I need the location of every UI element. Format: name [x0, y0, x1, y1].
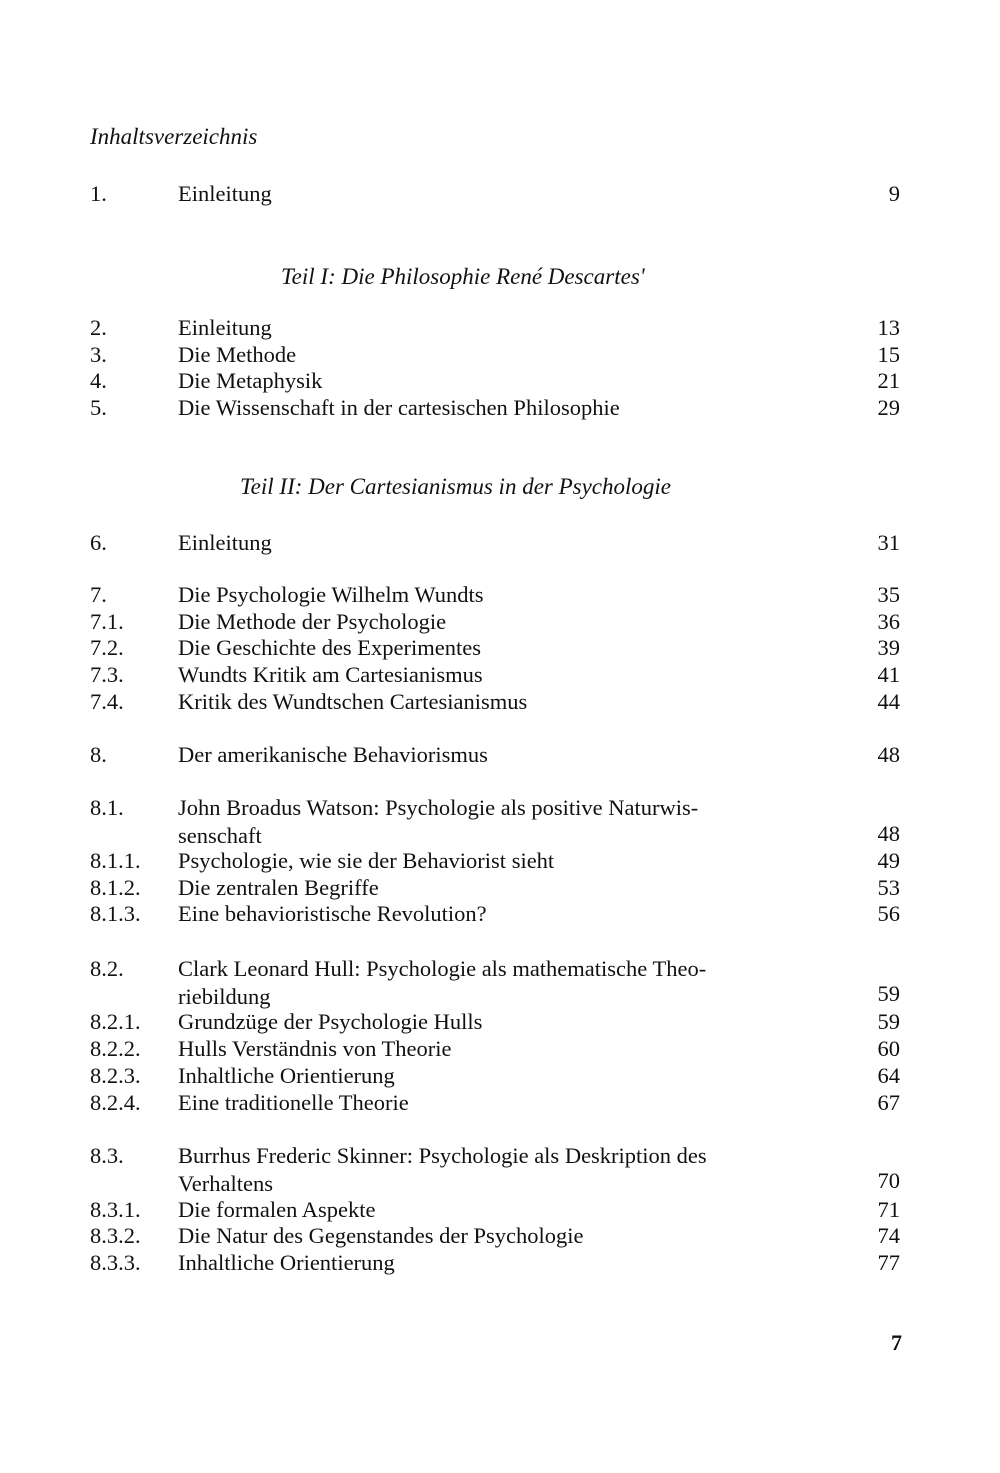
entry-number: 7.3. — [90, 662, 124, 687]
toc-entry — [0, 900, 1000, 928]
page-number: 7 — [891, 1330, 902, 1355]
entry-number: 1. — [90, 181, 107, 206]
toc-entry — [0, 608, 1000, 636]
entry-page: 41 — [877, 662, 900, 687]
entry-title: Eine behavioristische Revolution? — [178, 901, 487, 926]
entry-page: 59 — [877, 1009, 900, 1034]
entry-page: 39 — [877, 635, 900, 660]
toc-entry — [0, 529, 1000, 557]
toc-entry — [0, 874, 1000, 902]
entry-page: 31 — [877, 530, 900, 555]
entry-number: 4. — [90, 368, 107, 393]
entry-page: 60 — [877, 1036, 900, 1061]
entry-title: Die formalen Aspekte — [178, 1197, 376, 1222]
entry-number: 8.2.4. — [90, 1090, 141, 1115]
toc-entry — [0, 180, 1000, 208]
entry-title: Die Metaphysik — [178, 368, 323, 393]
entry-page: 35 — [877, 582, 900, 607]
toc-entry — [0, 688, 1000, 716]
entry-title — [178, 1142, 707, 1198]
entry-title: Die Wissenschaft in der cartesischen Philosophie — [178, 395, 620, 420]
entry-page: 53 — [877, 875, 900, 900]
toc-entry — [0, 741, 1000, 769]
entry-title: Einleitung — [178, 530, 272, 555]
entry-title-line-2: Verhaltens — [178, 1171, 273, 1196]
toc-entry — [0, 1062, 1000, 1090]
entry-page: 70 — [877, 1168, 900, 1193]
part-heading-1: Teil I: Die Philosophie René Descartes' — [281, 264, 645, 289]
entry-title: Die Natur des Gegenstandes der Psychologie — [178, 1223, 584, 1248]
toc-entry — [0, 1035, 1000, 1063]
toc-entry — [0, 314, 1000, 342]
entry-number: 8.3.3. — [90, 1250, 141, 1275]
entry-page: 56 — [877, 901, 900, 926]
entry-number: 8.1. — [90, 795, 124, 820]
entry-page: 49 — [877, 848, 900, 873]
entry-number: 6. — [90, 530, 107, 555]
toc-entry — [0, 341, 1000, 369]
entry-title: Einleitung — [178, 181, 272, 206]
entry-page: 74 — [877, 1223, 900, 1248]
entry-page: 21 — [877, 368, 900, 393]
entry-title: Einleitung — [178, 315, 272, 340]
toc-entry — [0, 955, 1000, 1011]
entry-number: 8.2.2. — [90, 1036, 141, 1061]
entry-number: 8.3. — [90, 1143, 124, 1168]
toc-entry — [0, 1089, 1000, 1117]
toc-entry — [0, 634, 1000, 662]
part-heading-2: Teil II: Der Cartesianismus in der Psychologie — [240, 474, 672, 499]
entry-title-line-1: Burrhus Frederic Skinner: Psychologie als Deskription des — [178, 1143, 707, 1168]
entry-title-line-1: John Broadus Watson: Psychologie als positive Naturwis- — [178, 795, 699, 820]
entry-page: 13 — [877, 315, 900, 340]
entry-title — [178, 955, 706, 1011]
entry-title: Die zentralen Begriffe — [178, 875, 379, 900]
entry-page: 48 — [877, 742, 900, 767]
toc-heading: Inhaltsverzeichnis — [90, 124, 258, 149]
entry-title — [178, 794, 698, 850]
entry-page: 67 — [877, 1090, 900, 1115]
entry-title: Die Geschichte des Experimentes — [178, 635, 482, 660]
entry-title: Die Methode der Psychologie — [178, 609, 447, 634]
entry-number: 8.2. — [90, 956, 124, 981]
entry-title: Psychologie, wie sie der Behaviorist sieht — [178, 848, 555, 873]
entry-page: 9 — [888, 181, 900, 206]
entry-page: 44 — [877, 689, 900, 714]
entry-page: 59 — [877, 981, 900, 1006]
entry-title: Eine traditionelle Theorie — [178, 1090, 409, 1115]
entry-title-line-2: riebildung — [178, 984, 271, 1009]
toc-entry — [0, 1222, 1000, 1250]
entry-page: 29 — [877, 395, 900, 420]
entry-number: 8.2.1. — [90, 1009, 141, 1034]
entry-page: 36 — [877, 609, 900, 634]
entry-title: Inhaltliche Orientierung — [178, 1063, 395, 1088]
entry-page: 48 — [877, 821, 900, 846]
toc-entry — [0, 661, 1000, 689]
entry-title: Die Psychologie Wilhelm Wundts — [178, 582, 484, 607]
entry-title: Wundts Kritik am Cartesianismus — [178, 662, 483, 687]
toc-entry — [0, 1142, 1000, 1198]
entry-number: 8.3.1. — [90, 1197, 141, 1222]
entry-number: 7. — [90, 582, 107, 607]
toc-entry — [0, 1249, 1000, 1277]
toc-entry — [0, 847, 1000, 875]
toc-entry — [0, 1008, 1000, 1036]
entry-title: Inhaltliche Orientierung — [178, 1250, 395, 1275]
entry-number: 2. — [90, 315, 107, 340]
toc-entry — [0, 1196, 1000, 1224]
entry-number: 8.1.1. — [90, 848, 141, 873]
entry-page: 77 — [877, 1250, 900, 1275]
toc-entry — [0, 367, 1000, 395]
entry-number: 7.1. — [90, 609, 124, 634]
entry-number: 8.1.2. — [90, 875, 141, 900]
entry-number: 7.2. — [90, 635, 124, 660]
entry-number: 5. — [90, 395, 107, 420]
entry-title: Hulls Verständnis von Theorie — [178, 1036, 452, 1061]
entry-title: Der amerikanische Behaviorismus — [178, 742, 488, 767]
toc-entry — [0, 394, 1000, 422]
entry-number: 8.3.2. — [90, 1223, 141, 1248]
entry-title: Die Methode — [178, 342, 297, 367]
toc-entry — [0, 581, 1000, 609]
entry-number: 8.2.3. — [90, 1063, 141, 1088]
toc-entry — [0, 794, 1000, 850]
entry-number: 8. — [90, 742, 107, 767]
entry-number: 3. — [90, 342, 107, 367]
entry-page: 64 — [877, 1063, 900, 1088]
entry-number: 8.1.3. — [90, 901, 141, 926]
entry-number: 7.4. — [90, 689, 124, 714]
entry-title: Grundzüge der Psychologie Hulls — [178, 1009, 483, 1034]
entry-title: Kritik des Wundtschen Cartesianismus — [178, 689, 528, 714]
entry-title-line-1: Clark Leonard Hull: Psychologie als mathematische Theo- — [178, 956, 707, 981]
entry-title-line-2: senschaft — [178, 823, 262, 848]
entry-page: 71 — [877, 1197, 900, 1222]
entry-page: 15 — [877, 342, 900, 367]
